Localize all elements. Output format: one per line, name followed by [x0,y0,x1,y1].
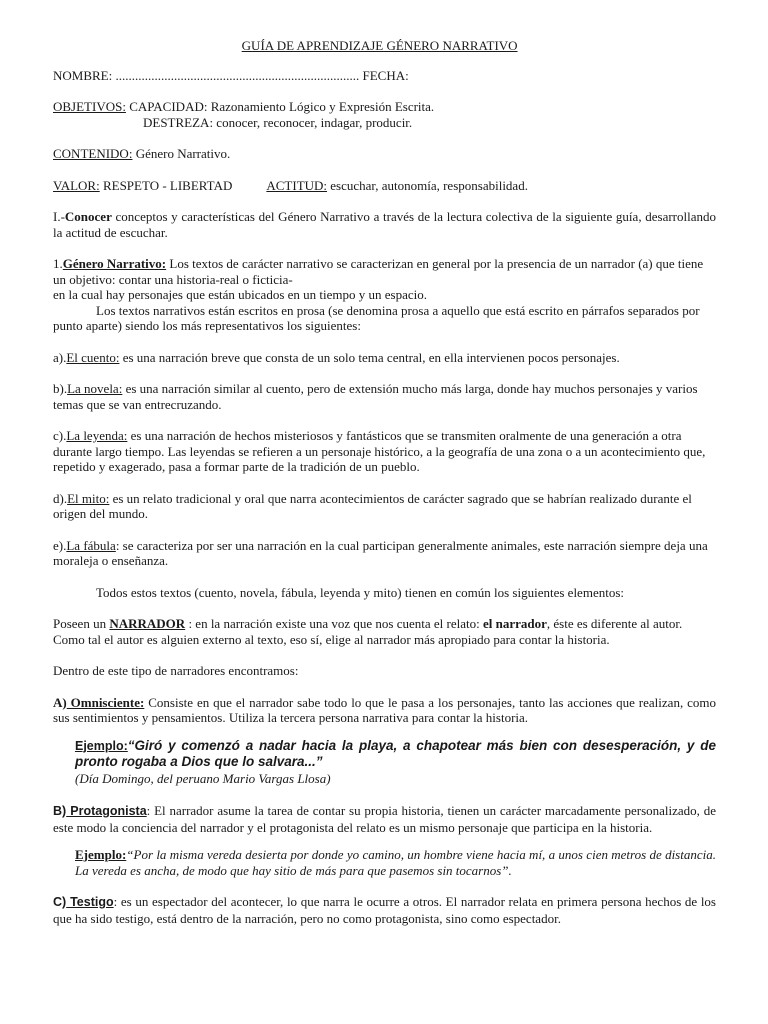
common-elements-paragraph: Todos estos textos (cuento, novela, fábula, leyenda y mito) tienen en común los siguientes elementos: [96,584,624,600]
destreza-line: DESTREZA: conocer, reconocer, indagar, producir. [143,114,413,130]
intro-paragraph: I.-Conocer conceptos y características del Género Narrativo a través de la lectura colectiva de la siguiente guía, desarrollando la actitud de escuchar. [53,209,716,240]
type-mito: d).El mito: es un relato tradicional y oral que narra acontecimientos de carácter sagrado que se habrían realizado durante el origen del mundo. [53,490,692,521]
type-cuento: a).El cuento: es una narración breve que consta de un solo tema central, en ella intervienen pocos personajes. [53,349,620,365]
page-title: GUÍA DE APRENDIZAJE GÉNERO NARRATIVO [241,38,518,53]
omnisciente-example: Ejemplo:“Giró y comenzó a nadar hacia la playa, a chapotear más bien con desesperación, y de pronto rogaba a Dios que lo salvara...” (Día Domingo, del peruano Mario Vargas Llosa) [75,737,716,786]
omnisciente-paragraph: A) Omnisciente: Consiste en que el narrador sabe todo lo que le pasa a los personajes, tanto las acciones que realizan, como sus sentimientos y pensamientos. Utiliza la tercera persona narrativa para contar la historia. [53,694,716,725]
objetivos-line: OBJETIVOS: CAPACIDAD: Razonamiento Lógico y Expresión Escrita. [53,99,435,114]
type-fabula: e).La fábula: se caracteriza por ser una narración en la cual participan generalmente animales, este narración siempre deja una moraleja o enseñanza. [53,537,708,568]
testigo-paragraph: C) Testigo: es un espectador del acontecer, lo que narra le ocurre a otros. El narrador relata en primera persona hechos de los que ha sido testigo, está dentro de la narración, pero no como protagonista, sino como espectador. [53,894,716,926]
prosa-paragraph: Los textos narrativos están escritos en prosa (se denomina prosa a aquello que está escrito en párrafos separados por punto aparte) siendo los más representativos los siguientes: [53,302,700,333]
genero-paragraph: 1.Género Narrativo: Los textos de carácter narrativo se caracterizan en general por la presencia de un narrador (a) que tiene un objetivo: contar una historia-real o ficticia- en la cual hay personajes que están ubicados en un tiempo y un espacio. [53,256,704,302]
type-leyenda: c).La leyenda: es una narración de hechos misteriosos y fantásticos que se transmiten oralmente de una generación a otra durante largo tiempo. Las leyendas se refieren a un personaje histórico, a la geografía de una zona o a un acontecimiento que, repetido y exagerado, pasa a formar parte de la tradición de un pueblo. [53,428,706,474]
nombre-line: NOMBRE: ........................................................................... FECHA: [53,67,409,83]
contenido-line: CONTENIDO: Género Narrativo. [53,146,231,161]
type-novela: b).La novela: es una narración similar al cuento, pero de extensión mucho más larga, donde hay muchos personajes y varios temas que se van entrecruzando. [53,381,698,412]
protagonista-example: Ejemplo:“Por la misma vereda desierta por donde yo camino, un hombre viene hacia mí, a unos cien metros de distancia. La vereda es ancha, de modo que hay sitio de más para que pasemos sin tocarnos”. [75,847,716,878]
valor-line: VALOR: RESPETO - LIBERTAD ACTITUD: escuchar, autonomía, responsabilidad. [53,177,528,193]
narrador-paragraph: Poseen un NARRADOR : en la narración existe una voz que nos cuenta el relato: el narrador, éste es diferente al autor. Como tal el autor es alguien externo al texto, eso sí, elige al narrador más apropiado para contar la historia. [53,616,683,647]
dentro-paragraph: Dentro de este tipo de narradores encontramos: [53,663,299,678]
protagonista-paragraph: B) Protagonista: El narrador asume la tarea de contar su propia historia, tienen un carácter marcadamente personalizado, de este modo la conciencia del narrador y el protagonista del relato es un mismo personaje que participa en la historia. [53,803,716,835]
